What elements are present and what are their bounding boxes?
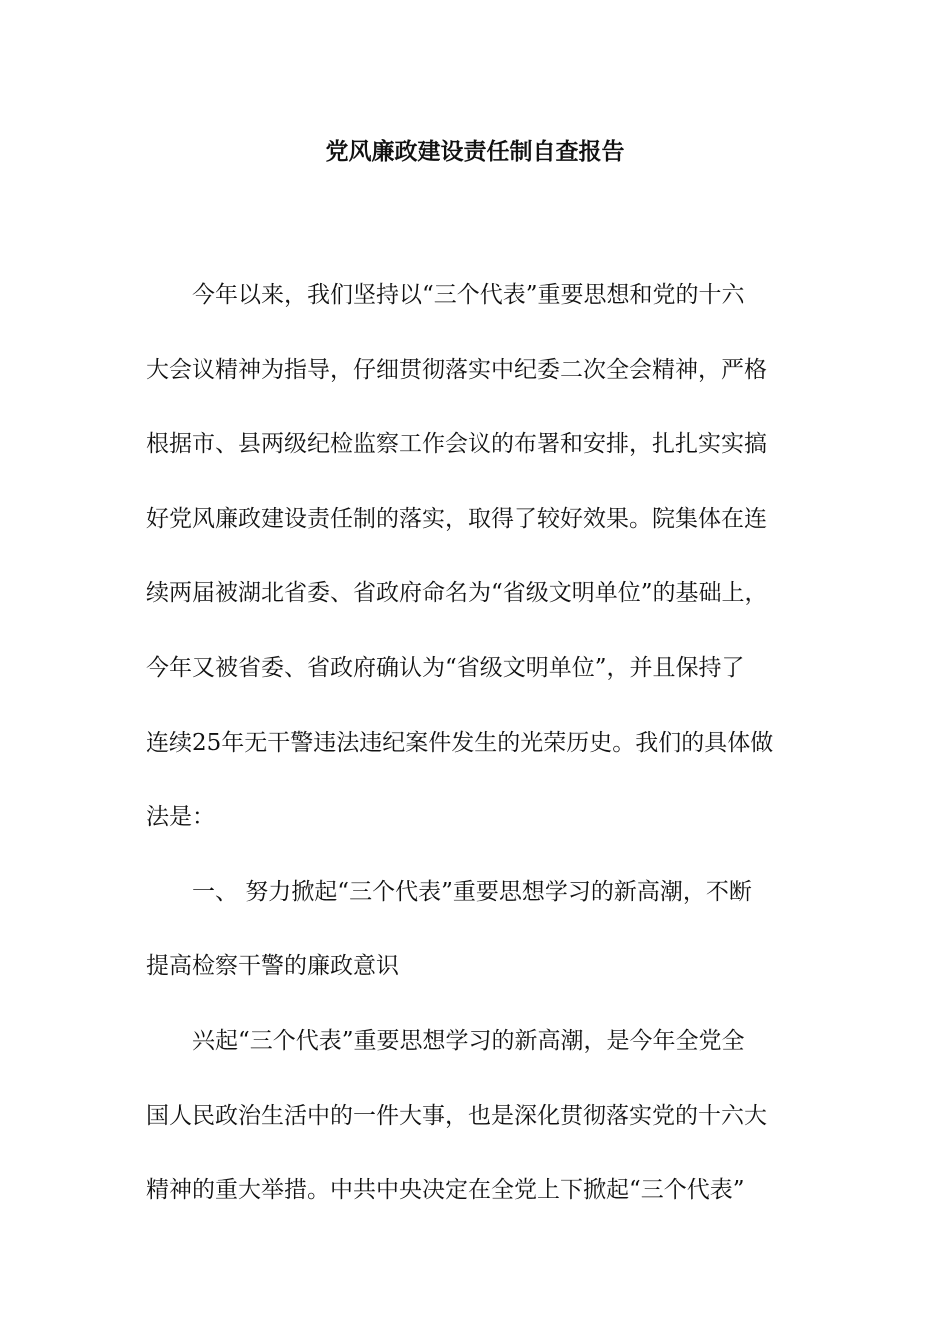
paragraph-line: 法是： [146, 804, 215, 831]
document-title: 党风廉政建设责任制自查报告 [325, 138, 625, 165]
paragraph-line: 兴起“三个代表”重要思想学习的新高潮，是今年全党全 [192, 1027, 745, 1054]
document-body [146, 258, 806, 1228]
paragraph-line: 今年以来，我们坚持以“三个代表”重要思想和党的十六 [192, 282, 745, 308]
section-heading-line: 一、 努力掀起“三个代表”重要思想学习的新高潮，不断 [192, 878, 752, 905]
section-heading-line: 提高检察干警的廉政意识 [146, 953, 399, 980]
paragraph-line: 好党风廉政建设责任制的落实，取得了较好效果。院集体在连 [146, 505, 767, 532]
paragraph-line: 国人民政治生活中的一件大事，也是深化贯彻落实党的十六大 [146, 1102, 767, 1129]
paragraph-line: 今年又被省委、省政府确认为“省级文明单位”，并且保持了 [146, 654, 745, 681]
paragraph-line: 根据市、县两级纪检监察工作会议的布署和安排，扎扎实实搞 [146, 431, 767, 458]
paragraph-line: 精神的重大举措。中共中央决定在全党上下掀起“三个代表” [146, 1177, 745, 1204]
paragraph-line: 连续25年无干警违法违纪案件发生的光荣历史。我们的具体做 [146, 729, 774, 756]
paragraph-line: 大会议精神为指导，仔细贯彻落实中纪委二次全会精神，严格 [146, 356, 767, 383]
paragraph-line: 续两届被湖北省委、省政府命名为“省级文明单位”的基础上， [146, 580, 768, 607]
